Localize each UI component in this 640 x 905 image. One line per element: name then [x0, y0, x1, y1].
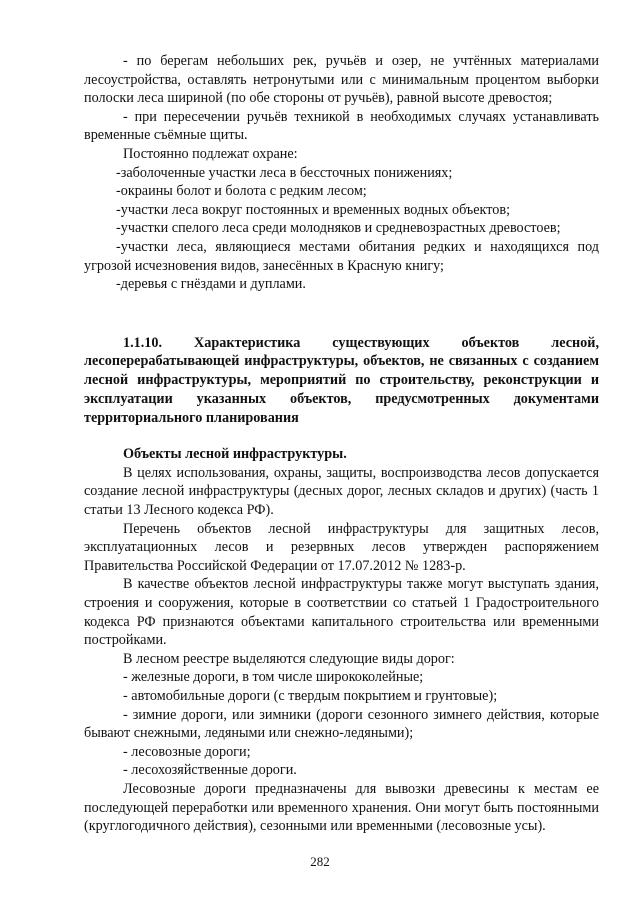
paragraph-infrastructure-list: Перечень объектов лесной инфраструктуры для защитных лесов, эксплуатационных лесов и резервных лесов утвержден распоряжением Правительства Российской Федерации от 17.07.2012 № 1283-р. [84, 520, 599, 574]
list-item-water-objects: -участки леса вокруг постоянных и временных водных объектов; [116, 201, 511, 218]
paragraph-protected-intro: Постоянно подлежат охране: [123, 145, 298, 162]
page-number: 282 [310, 854, 330, 869]
list-item-mature-forest: -участки спелого леса среди молодняков и средневозрастных древостоев; [116, 220, 561, 237]
paragraph-infrastructure-purpose: В целях использования, охраны, защиты, воспроизводства лесов допускается создание лесной инфраструктуры (десных дорог, лесных складов и других) (часть 1 статьи 13 Лесного кодекса РФ). [84, 464, 599, 519]
paragraph-buildings: В качестве объектов лесной инфраструктуры также могут выступать здания, строения и сооружения, которые в соответствии со статьей 1 Градостроительного кодекса РФ признаются объектами капитального строительства или временными постройками. [84, 576, 599, 649]
paragraph-stream-crossing: - при пересечении ручьёв техникой в необходимых случаях устанавливать временные съёмные щиты. [84, 108, 599, 144]
list-item-nest-trees: -деревья с гнёздами и дуплами. [116, 276, 306, 293]
list-item-rare-species: -участки леса, являющиеся местами обитания редких и находящихся под угрозой исчезновения видов, занесённых в Красную книгу; [84, 238, 599, 274]
list-item-logging-roads: - лесовозные дороги; [123, 743, 251, 760]
paragraph-road-types-intro: В лесном реестре выделяются следующие виды дорог: [123, 650, 455, 667]
list-item-railways: - железные дороги, в том числе ширококолейные; [123, 669, 424, 686]
document-page [84, 52, 599, 836]
section-heading: 1.1.10. Характеристика существующих объектов лесной, лесоперерабатывающей инфраструктуры, объектов, не связанных с созданием лесной инфраструктуры, мероприятий по строительству, реконструкции и эксплуатации указанных объектов, предусмотренных документами территориального планирования [84, 334, 599, 426]
paragraph-stream-banks: - по берегам небольших рек, ручьёв и озер, не учтённых материалами лесоустройства, оставлять нетронутыми или с минимальным процентом выборки полоски леса шириной (по обе стороны от ручьёв), равной высоте древостоя; [84, 53, 599, 107]
subheading: Объекты лесной инфраструктуры. [123, 446, 347, 463]
list-item-motor-roads: - автомобильные дороги (с твердым покрытием и грунтовые); [123, 687, 498, 704]
list-item-winter-roads: - зимние дороги, или зимники (дороги сезонного зимнего действия, которые бывают снежными, ледяными или снежно-ледяными); [84, 706, 599, 742]
list-item-bog-edges: -окраины болот и болота с редким лесом; [116, 183, 367, 200]
paragraph-logging-roads: Лесовозные дороги предназначены для вывозки древесины к местам ее последующей переработки или временного хранения. Они могут быть постоянными (круглогодичного действия), сезонными или временными (лесовозные усы). [84, 780, 599, 835]
list-item-swampy-areas: -заболоченные участки леса в бессточных понижениях; [116, 164, 453, 181]
list-item-forestry-roads: - лесохозяйственные дороги. [123, 762, 297, 779]
